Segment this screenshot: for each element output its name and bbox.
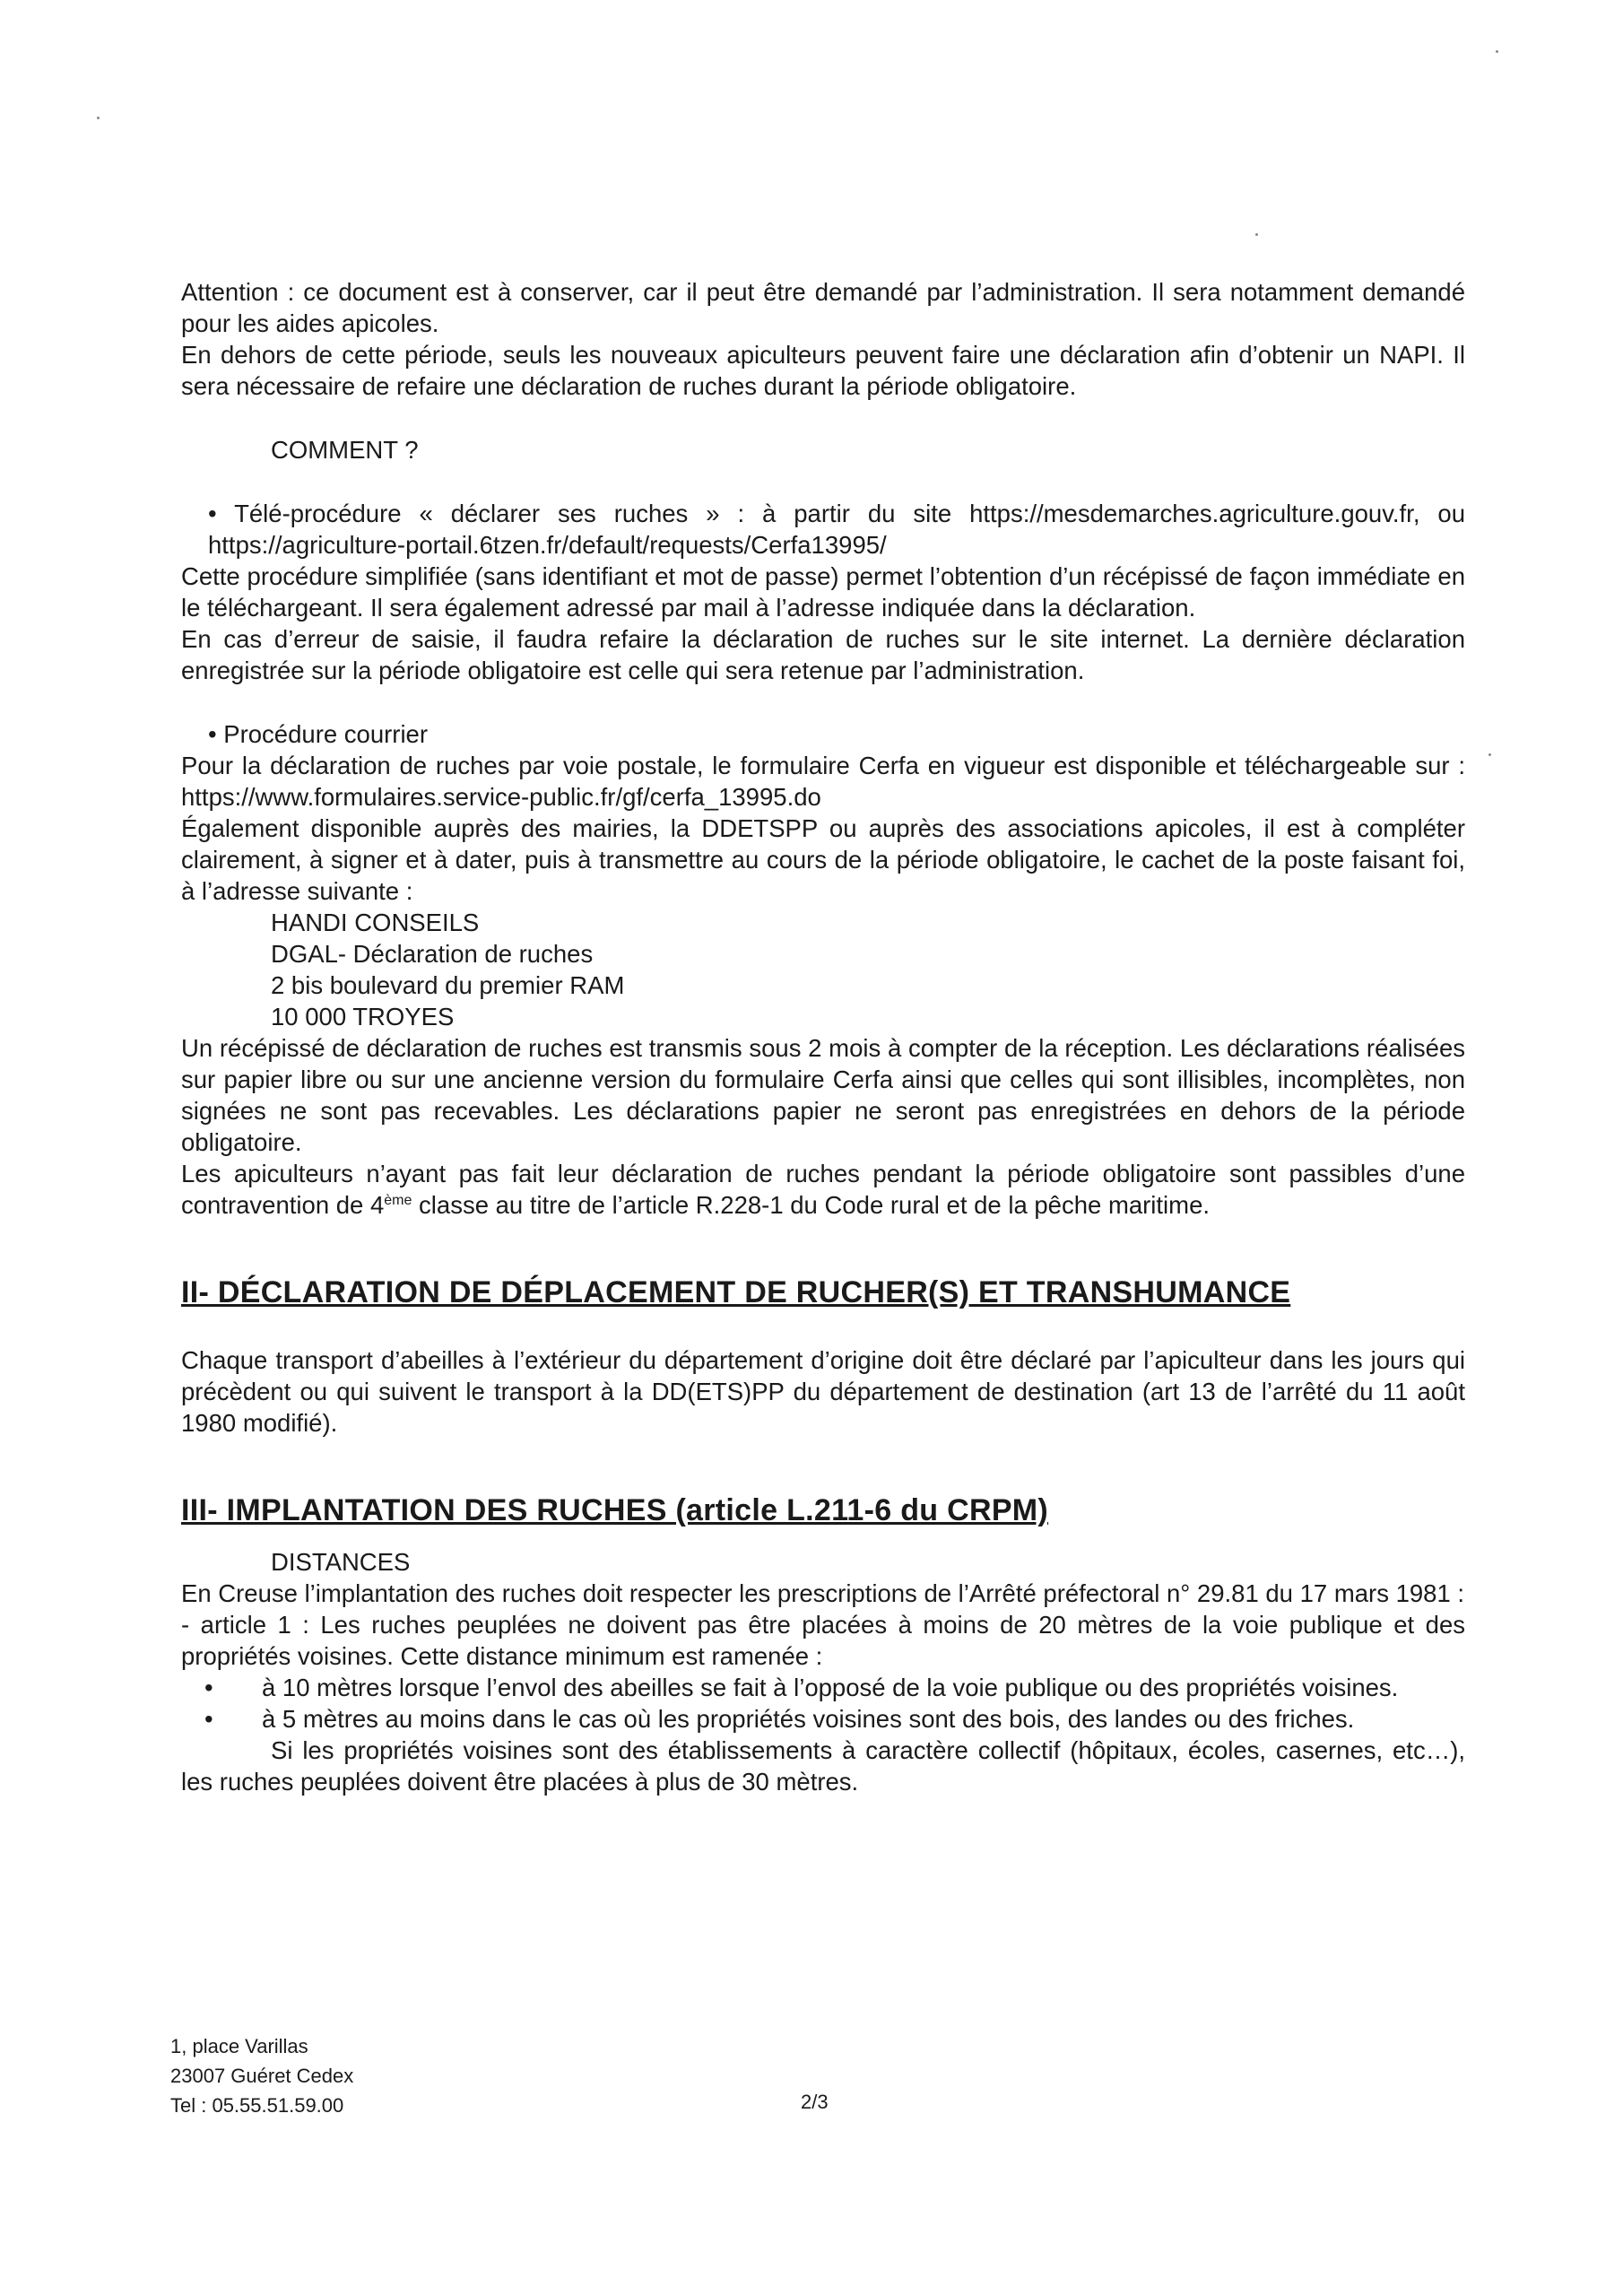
bullet-glyph: •: [204, 1674, 213, 1701]
intro-outside-period: En dehors de cette période, seuls les nouveaux apiculteurs peuvent faire une déclaration afin d’obtenir un NAPI. Il sera nécessaire de refaire une déclaration de ruches durant la période obligatoire.: [181, 341, 1465, 400]
footer-street: 1, place Varillas: [170, 2035, 308, 2057]
teleprocedure-bullet: • Télé-procédure « déclarer ses ruches » : à partir du site https://mesdemarches.agriculture.gouv.fr, ou https://agriculture-portail.6tzen.fr/default/requests/Cerfa13995/: [208, 500, 1465, 559]
distances-heading: DISTANCES: [271, 1548, 411, 1576]
courrier-cerfa: Pour la déclaration de ruches par voie postale, le formulaire Cerfa en vigueur est disponible et téléchargeable sur : https://www.formulaires.service-public.fr/gf/cerfa_13995.do: [181, 752, 1465, 811]
page-number: 2/3: [801, 2091, 829, 2113]
contravention-text-end: classe au titre de l’article R.228-1 du Code rural et de la pêche maritime.: [412, 1191, 1211, 1219]
ordinal-superscript: ème: [384, 1192, 412, 1208]
intro-attention: Attention : ce document est à conserver, car il peut être demandé par l’administration. Il sera notamment demandé pour les aides apicoles.: [181, 278, 1465, 337]
section-3-title: III- IMPLANTATION DES RUCHES (article L.211-6 du CRPM): [181, 1493, 1049, 1527]
list-item: [181, 1672, 1465, 1703]
scan-speck: [97, 117, 100, 119]
teleprocedure-error: En cas d’erreur de saisie, il faudra refaire la déclaration de ruches sur le site internet. La dernière déclaration enregistrée sur la période obligatoire est celle qui sera retenue par l’administration.: [181, 625, 1465, 684]
document-body: [181, 276, 1465, 1797]
address-line: HANDI CONSEILS: [271, 909, 480, 936]
scan-speck: [1488, 753, 1491, 756]
scan-speck: [1496, 50, 1498, 53]
footer-phone: Tel : 05.55.51.59.00: [170, 2094, 344, 2117]
list-item: [181, 1703, 1465, 1735]
section-2-paragraph: Chaque transport d’abeilles à l’extérieur du département d’origine doit être déclaré par l’apiculteur dans les jours qui précèdent ou qui suivent le transport à la DD(ETS)PP du département de destination (art 13 de l’arrêté du 11 août 1980 modifié).: [181, 1346, 1465, 1437]
courrier-contravention: [181, 1158, 1465, 1221]
contravention-text: Les apiculteurs n’ayant pas fait leur déclaration de ruches pendant la période obligatoire sont passibles d’une contravention de 4: [181, 1160, 1465, 1219]
section-2-title: II- DÉCLARATION DE DÉPLACEMENT DE RUCHER(S) ET TRANSHUMANCE: [181, 1275, 1291, 1309]
teleprocedure-description: Cette procédure simplifiée (sans identifiant et mot de passe) permet l’obtention d’un récépissé de façon immédiate en le téléchargeant. Il sera également adressé par mail à l’adresse indiquée dans la déclaration.: [181, 562, 1465, 622]
address-line: 2 bis boulevard du premier RAM: [271, 971, 625, 999]
postal-address: [181, 907, 1465, 1032]
section-3-article-1: - article 1 : Les ruches peuplées ne doivent pas être placées à moins de 20 mètres de la voie publique et des propriétés voisines. Cette distance minimum est ramenée :: [181, 1611, 1465, 1670]
courrier-availability: Également disponible auprès des mairies, la DDETSPP ou auprès des associations apicoles, il est à compléter clairement, à signer et à dater, puis à transmettre au cours de la période obligatoire, le cachet de la poste faisant foi, à l’adresse suivante :: [181, 814, 1465, 905]
bullet-glyph: •: [204, 1705, 213, 1733]
address-line: DGAL- Déclaration de ruches: [271, 940, 594, 968]
footer-address: [170, 2031, 353, 2120]
footer-city: 23007 Guéret Cedex: [170, 2065, 354, 2087]
address-line: 10 000 TROYES: [271, 1003, 455, 1031]
courrier-recepisse: Un récépissé de déclaration de ruches est transmis sous 2 mois à compter de la réception. Les déclarations réalisées sur papier libre ou sur une ancienne version du formulaire Cerfa ainsi que celles qui sont illisibles, incomplètes, non signées ne sont pas recevables. Les déclarations papier ne seront pas enregistrées en dehors de la période obligatoire.: [181, 1034, 1465, 1156]
section-3-collective: Si les propriétés voisines sont des établissements à caractère collectif (hôpitaux, écoles, casernes, etc…), les ruches peuplées doivent être placées à plus de 30 mètres.: [181, 1736, 1465, 1796]
section-3-prescriptions: En Creuse l’implantation des ruches doit respecter les prescriptions de l’Arrêté préfectoral n° 29.81 du 17 mars 1981 :: [181, 1579, 1465, 1607]
comment-heading: COMMENT ?: [271, 436, 419, 464]
list-item-text: à 5 mètres au moins dans le cas où les propriétés voisines sont des bois, des landes ou des friches.: [262, 1705, 1355, 1733]
list-item-text: à 10 mètres lorsque l’envol des abeilles se fait à l’opposé de la voie publique ou des propriétés voisines.: [262, 1674, 1399, 1701]
scan-speck: [1255, 233, 1258, 236]
courrier-bullet: • Procédure courrier: [208, 720, 429, 748]
